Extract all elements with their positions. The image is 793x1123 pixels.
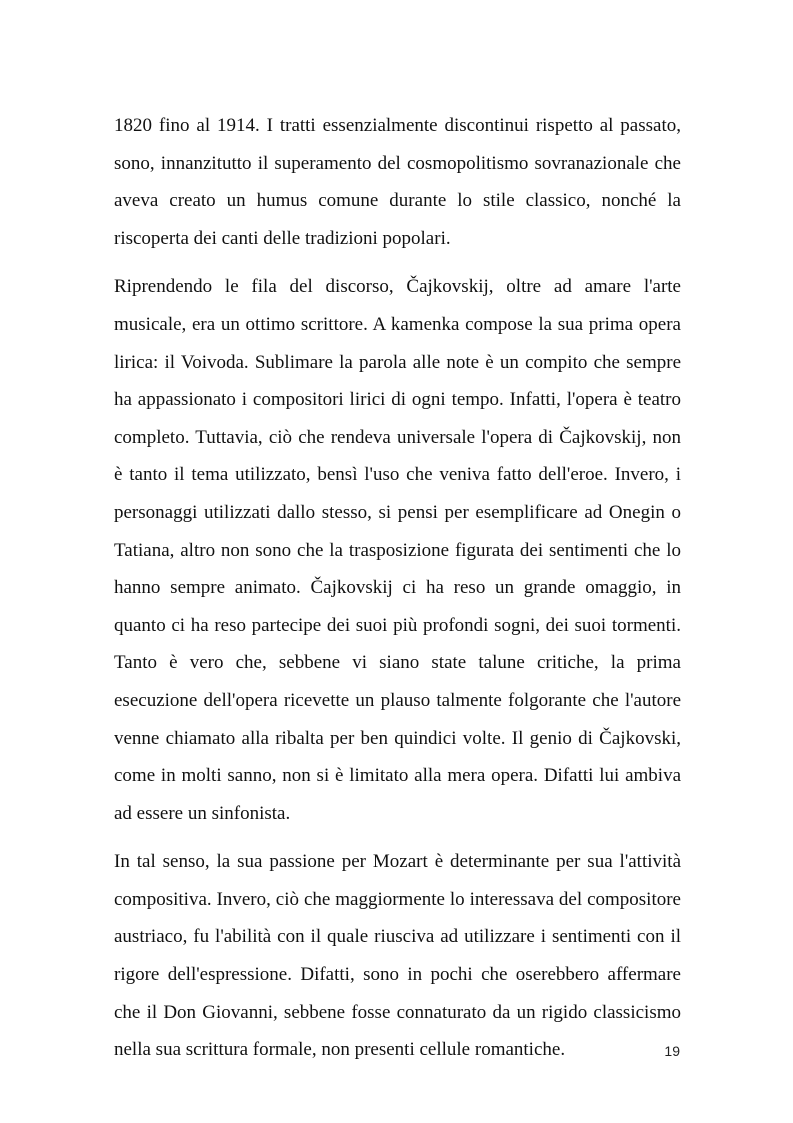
body-text [114, 107, 681, 1080]
page-number: 19 [664, 1043, 680, 1059]
paragraph-3: In tal senso, la sua passione per Mozart è determinante per sua l'attività compositiva. Invero, ciò che maggiormente lo interessava del compositore austriaco, fu l'abilità con il quale riusciva ad utilizzare i sentimenti con il rigore dell'espressione. Difatti, sono in pochi che oserebbero affermare che il Don Giovanni, sebbene fosse connaturato da un rigido classicismo nella sua scrittura formale, non presenti cellule romantiche. [114, 851, 681, 1061]
paragraph-1: 1820 fino al 1914. I tratti essenzialmente discontinui rispetto al passato, sono, innanzitutto il superamento del cosmopolitismo sovranazionale che aveva creato un humus comune durante lo stile classico, nonché la riscoperta dei canti delle tradizioni popolari. [114, 115, 681, 249]
paragraph-2: Riprendendo le fila del discorso, Čajkovskij, oltre ad amare l'arte musicale, era un ottimo scrittore. A kamenka compose la sua prima opera lirica: il Voivoda. Sublimare la parola alle note è un compito che sempre ha appassionato i compositori lirici di ogni tempo. Infatti, l'opera è teatro completo. Tuttavia, ciò che rendeva universale l'opera di Čajkovskij, non è tanto il tema utilizzato, bensì l'uso che veniva fatto dell'eroe. Invero, i personaggi utilizzati dallo stesso, si pensi per esemplificare ad Onegin o Tatiana, altro non sono che la trasposizione figurata dei sentimenti che lo hanno sempre animato. Čajkovskij ci ha reso un grande omaggio, in quanto ci ha reso partecipe dei suoi più profondi sogni, dei suoi tormenti. Tanto è vero che, sebbene vi siano state talune critiche, la prima esecuzione dell'opera ricevette un plauso talmente folgorante che l'autore venne chiamato alla ribalta per ben quindici volte. Il genio di Čajkovski, come in molti sanno, non si è limitato alla mera opera. Difatti lui ambiva ad essere un sinfonista. [114, 276, 681, 824]
